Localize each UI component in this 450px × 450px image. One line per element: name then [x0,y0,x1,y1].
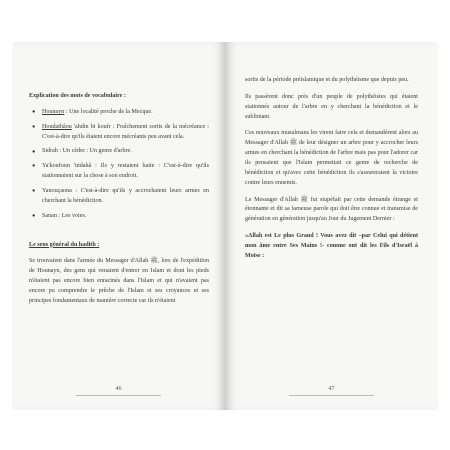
vocab-item [29,147,209,157]
body-paragraph: Ces nouveaux musulmans les virent faire cela et demandèrent alors au Messager d'Allah ﷺ de leur désigner un arbre pour y accrocher leurs armes en cherchant la bénédiction de l'arbre mais pas pour l'adorer car ils pensaient que l'Islam permettait ce genre de recherche de bénédiction et qu'avec cette bénédiction ils s'assureraient la victoire contre leurs ennemis. [245,130,418,186]
footer-rule [76,395,161,396]
general-meaning-heading: Le sens général du hadith : [29,241,100,248]
vocab-item [29,162,209,182]
vocab-term: Houdathâou [42,123,72,130]
body-paragraph: Ils passèrent donc près d'un peuple de polythéistes qui étaient stationnés autour de l'arbre en y cherchant la bénédiction et le sublimant. [245,93,418,120]
vocab-definition: Sidrah : Un cèdre : Un genre d'arbre. [42,148,132,155]
vocab-item [29,108,209,118]
vocab-item [29,123,209,143]
body-paragraph: Le Messager d'Allah ﷺ fut stupéfait par cette demande étrange et étonnante et dit sa fameuse parole qui doit être connue et transmise de génération en génération jusqu'au Jour du Jugement Dernier : [245,196,418,223]
body-paragraph: Se trouvaient dans l'armée du Messager d'Allah ﷺ, lors de l'expédition de Hounayn, des gens qui venaient d'entrer en Islam et dont les pieds n'étaient pas encore bien enracinés dans l'Islam et qui n'avaient pas encore pu comprendre le prêche de l'Islam et ses croyances et ses principes fondamentaux de manière correcte car ils n'étaient [29,258,210,304]
right-page-content [245,76,418,269]
body-paragraph: sortis de la période préislamique et du polythéisme que depuis peu. [245,77,409,83]
open-book [12,42,438,410]
vocab-definition: Sanan : Les voies. [42,212,87,219]
bullet-icon: ● [32,188,36,195]
bullet-icon: ● [32,212,36,219]
vocab-definition: 'ahdin bi koufr : Fraîchement sortis de la mécréance : C'est-à-dire qu'ils étaient encore mécréants peu avant cela. [42,123,209,140]
page-number-right: 47 [328,386,335,392]
left-page-content [29,92,209,314]
vocab-definition: Ya'koufoun 'indahâ : Ils y restaient baite : C'est-à-dire qu'ils stationnaient sur la chose à son endroit. [42,163,209,180]
spacer [29,227,209,237]
footer-rule [289,395,374,396]
left-page [12,42,225,410]
vocabulary-heading: Explication des mots de vocabulaire : [29,93,126,99]
vocabulary-list [29,108,209,222]
vocab-definition: : Une localité proche de la Mecque. [64,108,153,115]
vocab-item [29,212,209,222]
hadith-quote: «Allah est Le plus Grand ! Vous avez dit –par Celui qui détient mon âme entre Ses Mains !- comme ont dit les Fils d'Israël à Moïse : [245,233,418,259]
bullet-icon: ● [32,109,36,116]
vocab-term: Hounayn [42,108,65,115]
bullet-icon: ● [32,163,36,170]
right-page [225,42,438,410]
vocab-item [29,187,209,207]
bullet-icon: ● [32,123,36,130]
page-number-left: 46 [115,386,122,392]
bullet-icon: ● [32,148,36,155]
vocab-definition: Yanouçaona : C'est-à-dire qu'ils y accrochaient leurs armes en cherchant la bénédiction. [42,188,209,204]
